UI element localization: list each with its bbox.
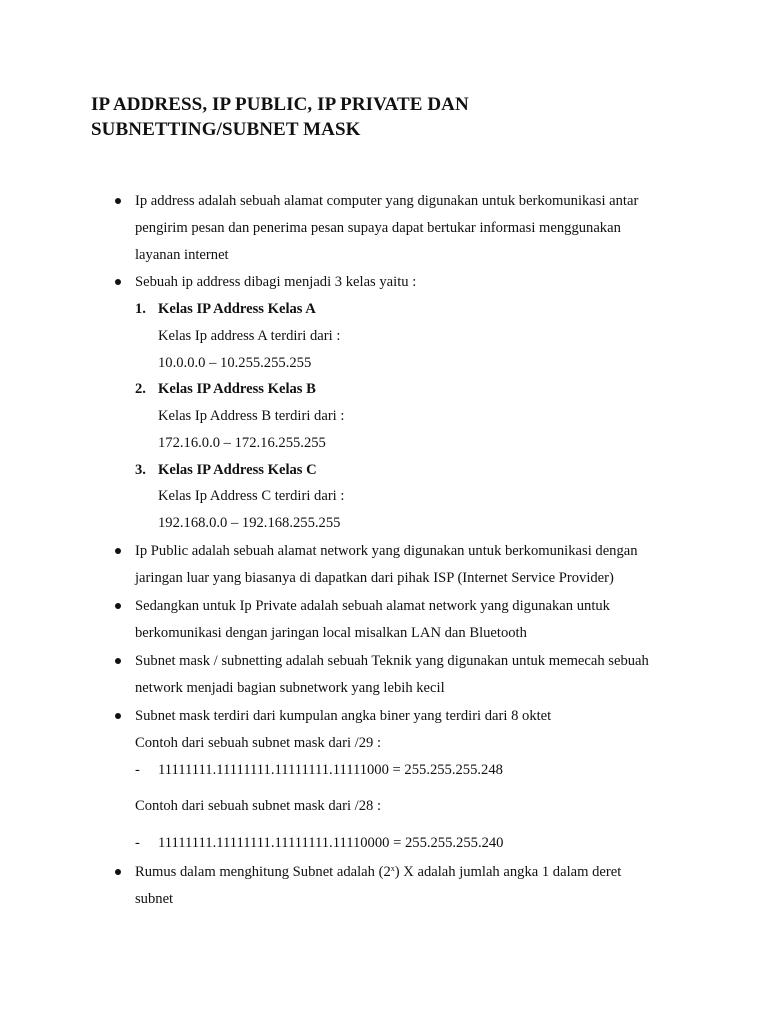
class-b-range: 172.16.0.0 – 172.16.255.255: [158, 435, 326, 451]
subnet-example-29: 11111111.11111111.11111111.11111000 = 255.255.255.248: [158, 762, 503, 778]
document-title: [91, 92, 469, 142]
bullet-dot: [115, 603, 121, 609]
dash-marker: -: [135, 762, 140, 778]
b7-superscript: x: [390, 864, 395, 873]
b3-line-2: jaringan luar yang biasanya di dapatkan dari pihak ISP (Internet Service Provider): [135, 570, 614, 586]
class-a-range: 10.0.0.0 – 10.255.255.255: [158, 355, 312, 371]
b3-line-1: Ip Public adalah sebuah alamat network yang digunakan untuk berkomunikasi dengan: [135, 543, 638, 559]
bullet-dot: [115, 713, 121, 719]
bullet-dot: [115, 869, 121, 875]
b6-line-2: Contoh dari sebuah subnet mask dari /29 :: [135, 735, 382, 751]
class-c-desc: Kelas Ip Address C terdiri dari :: [158, 488, 345, 504]
class-a-number: 1.: [135, 301, 146, 317]
b1-line-3: layanan internet: [135, 247, 229, 263]
b7-line-2: subnet: [135, 891, 174, 907]
class-c-range: 192.168.0.0 – 192.168.255.255: [158, 515, 341, 531]
title-line-2: SUBNETTING/SUBNET MASK: [91, 119, 361, 140]
b4-line-1: Sedangkan untuk Ip Private adalah sebuah alamat network yang digunakan untuk: [135, 598, 610, 614]
b5-line-2: network menjadi bagian subnetwork yang lebih kecil: [135, 680, 445, 696]
class-a-desc: Kelas Ip address A terdiri dari :: [158, 328, 341, 344]
class-a-heading: Kelas IP Address Kelas A: [158, 301, 316, 317]
b5-line-1: Subnet mask / subnetting adalah sebuah Teknik yang digunakan untuk memecah sebuah: [135, 653, 649, 669]
b1-line-1: Ip address adalah sebuah alamat computer yang digunakan untuk berkomunikasi antar: [135, 193, 639, 209]
class-c-number: 3.: [135, 462, 146, 478]
bullet-dot: [115, 198, 121, 204]
b7-line-1: [135, 863, 621, 881]
bullet-dot: [115, 279, 121, 285]
class-b-heading: Kelas IP Address Kelas B: [158, 381, 316, 397]
bullet-dot: [115, 658, 121, 664]
subnet-example-28: 11111111.11111111.11111111.11110000 = 255.255.255.240: [158, 835, 504, 851]
b7-text-pre: Rumus dalam menghitung Subnet adalah (2: [135, 864, 391, 880]
dash-marker: -: [135, 835, 140, 851]
class-b-desc: Kelas Ip Address B terdiri dari :: [158, 408, 345, 424]
b6-line-3: Contoh dari sebuah subnet mask dari /28 :: [135, 798, 382, 814]
class-c-heading: Kelas IP Address Kelas C: [158, 462, 317, 478]
b6-line-1: Subnet mask terdiri dari kumpulan angka biner yang terdiri dari 8 oktet: [135, 708, 552, 724]
bullet-dot: [115, 548, 121, 554]
b4-line-2: berkomunikasi dengan jaringan local misalkan LAN dan Bluetooth: [135, 625, 527, 641]
b7-text-post: ) X adalah jumlah angka 1 dalam deret: [394, 864, 622, 880]
b2-line-1: Sebuah ip address dibagi menjadi 3 kelas yaitu :: [135, 274, 417, 290]
b1-line-2: pengirim pesan dan penerima pesan supaya dapat bertukar informasi menggunakan: [135, 220, 621, 236]
title-line-1: IP ADDRESS, IP PUBLIC, IP PRIVATE DAN: [91, 94, 469, 115]
class-b-number: 2.: [135, 381, 146, 397]
